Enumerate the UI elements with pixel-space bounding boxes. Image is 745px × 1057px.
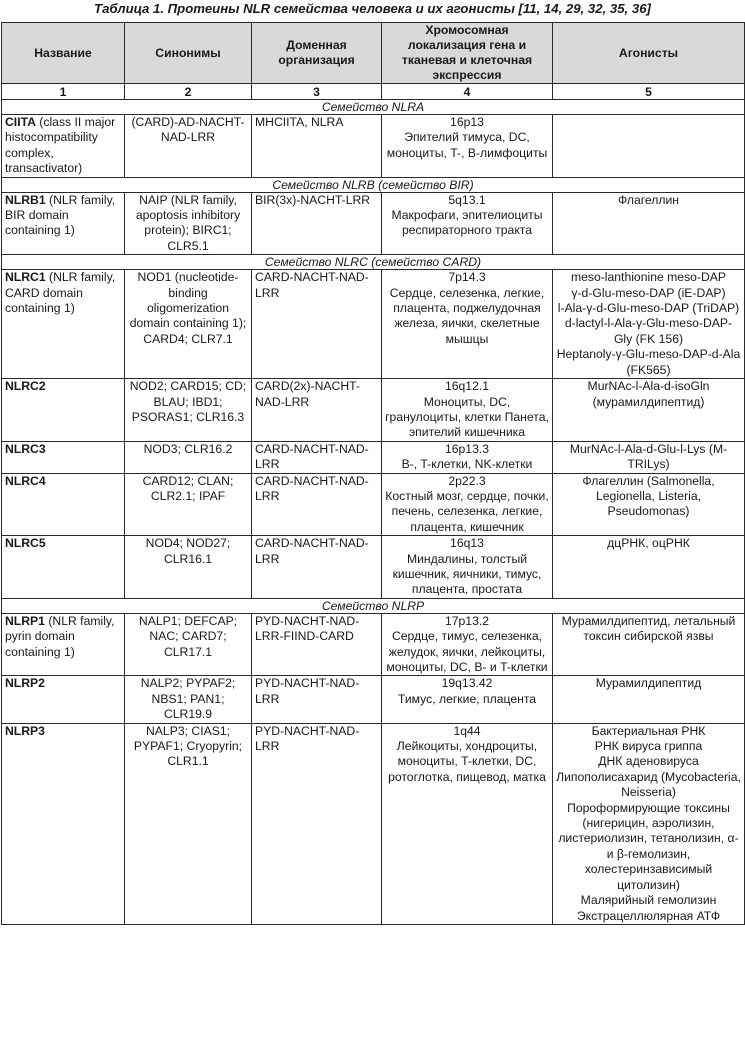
agonist-item: MurNAc-l-Ala-d-isoGln (мурамилдипептид) [587,379,710,409]
table-row [2,723,745,924]
agonist-item: Бактериальная РНК [591,723,706,738]
agonist-item: Мурамилдипептид [595,676,702,691]
expression-text: Эпителий тимуса, DC, моноциты, T-, B-лимфоциты [386,130,548,160]
protein-name: NLRC1 [5,270,46,285]
column-number: 1 [2,84,125,100]
agonist-item: γ-d-Glu-meso-DAP (iE-DAP) [571,285,726,300]
header-localization: Хромосомная локализация гена и тканевая и клеточная экспрессия [382,23,553,84]
agonist-item: Малярийный гемолизин [580,893,717,908]
protein-name: CIITA [5,115,36,129]
domain-cell: CARD(2x)-NACHT-NAD-LRR [252,379,382,442]
synonyms-cell: NALP3; CIAS1; PYPAF1; Cryopyrin; CLR1.1 [125,723,252,924]
agonists-cell [553,613,745,676]
protein-full-name: (class II major histocompatibility complex, transactivator) [5,115,116,176]
protein-name-cell [2,379,125,442]
family-title: Семейство NLRA [2,100,745,115]
protein-name-cell [2,536,125,599]
agonist-item: дцРНК, оцРНК [607,536,690,551]
localization-cell [382,379,553,442]
synonyms-cell: NALP2; PYPAF2; NBS1; PAN1; CLR19.9 [125,676,252,723]
expression-text: Моноциты, DC, гранулоциты, клетки Панета, эпителий кишечника [385,394,549,440]
column-number: 4 [382,84,553,100]
agonist-item: РНК вируса гриппа [594,739,703,754]
domain-cell: PYD-NACHT-NAD-LRR-FIIND-CARD [252,613,382,676]
table-caption: Таблица 1. Протеины NLR семейства человека и их агонисты [11, 14, 29, 32, 35, 36] [94,1,651,16]
expression-text: Сердце, селезенка, легкие, плацента, поджелудочная железа, яички, скелетные мышцы [389,285,545,346]
localization-cell [382,613,553,676]
agonist-item: l-Ala-γ-d-Glu-meso-DAP (TriDAP) [557,301,740,316]
synonyms-cell: NOD4; NOD27; CLR16.1 [125,536,252,599]
agonists-cell [553,441,745,473]
protein-name-cell [2,270,125,379]
agonist-item: Флагеллин (Salmonella, Legionella, Listeria, Pseudomonas) [582,473,715,519]
domain-cell: MHCIITA, NLRA [252,115,382,178]
expression-text: Макрофаги, эпителиоциты респираторного тракта [391,208,543,238]
column-number: 2 [125,84,252,100]
nlr-proteins-table [1,22,745,925]
family-row [2,598,745,613]
agonist-item: MurNAc-l-Ala-d-Glu-l-Lys (M-TRILys) [569,441,728,472]
protein-name-cell [2,723,125,924]
table-body [2,100,745,925]
header-domain: Доменная организация [252,23,382,84]
protein-full-name: (NLR family, pyrin domain containing 1) [5,613,115,659]
protein-name-cell [2,676,125,723]
table-row [2,192,745,255]
protein-full-name: (NLR family, BIR domain containing 1) [5,192,116,238]
table-header [2,23,745,100]
agonist-item: d-lactyl-l-Ala-γ-Glu-meso-DAP-Gly (FK 156) [564,316,733,346]
protein-name-cell [2,115,125,178]
agonists-cell [553,536,745,599]
agonist-item: meso-lanthionine meso-DAP [570,270,727,285]
gene-locus: 7p14.3 [448,270,486,285]
gene-locus: 16p13.3 [444,441,490,456]
header-row [2,23,745,84]
gene-locus: 16q12.1 [444,379,490,394]
agonist-item: Пороформирующие токсины (нигерицин, аэролизин, листериолизин, тетанолизин, α- и β-гемолизин, холестеринзависимый цитолизин) [558,800,739,892]
protein-name-cell [2,192,125,255]
expression-text: Сердце, тимус, селезенка, желудок, яички, лейкоциты, моноциты, DC, B- и T-клетки [386,629,548,674]
agonist-item: Флагеллин [617,192,680,207]
protein-name: NLRP3 [5,723,45,738]
agonists-cell [553,270,745,379]
family-row [2,100,745,115]
domain-cell: CARD-NACHT-NAD-LRR [252,473,382,536]
expression-text: Тимус, легкие, плацента [397,691,537,706]
agonists-cell [553,723,745,924]
gene-locus: 16q13 [450,536,484,551]
table-row [2,270,745,379]
domain-cell: PYD-NACHT-NAD-LRR [252,723,382,924]
expression-text: B-, T-клетки, NK-клетки [401,457,533,472]
family-row [2,255,745,270]
agonists-cell [553,473,745,536]
gene-locus: 19q13.42 [441,676,493,691]
localization-cell [382,270,553,379]
gene-locus: 17p13.2 [444,613,490,628]
localization-cell [382,441,553,473]
table-row [2,473,745,536]
agonists-cell [553,379,745,442]
agonist-item: Липополисахарид (Mycobacteria, Neisseria) [556,769,741,800]
protein-full-name: (NLR family, CARD domain containing 1) [5,270,116,316]
localization-cell [382,676,553,723]
expression-text: Лейкоциты, хондроциты, моноциты, T-клетки, DC, ротоглотка, пищевод, матка [388,739,546,784]
agonist-item: ДНК аденовируса [598,754,699,769]
synonyms-cell: NOD2; CARD15; CD; BLAU; IBD1; PSORAS1; CLR16.3 [125,379,252,442]
expression-text: Миндалины, толстый кишечник, яичники, тимус, плацента, простата [392,551,542,597]
synonyms-cell: NOD1 (nucleotide-binding oligomerization domain containing 1); CARD4; CLR7.1 [125,270,252,379]
table-row [2,115,745,178]
domain-cell: BIR(3x)-NACHT-LRR [252,192,382,255]
gene-locus: 2p22.3 [448,473,486,488]
localization-cell [382,473,553,536]
family-title: Семейство NLRP [2,598,745,613]
protein-name: NLRB1 [5,192,46,207]
protein-name: NLRC2 [5,379,46,394]
synonyms-cell: NOD3; CLR16.2 [125,441,252,473]
agonist-item: Мурамилдипептид, летальный токсин сибирской язвы [561,613,736,644]
localization-cell [382,115,553,178]
domain-cell: CARD-NACHT-NAD-LRR [252,536,382,599]
protein-name: NLRP2 [5,676,45,691]
header-name: Название [2,23,125,84]
localization-cell [382,192,553,255]
synonyms-cell: NALP1; DEFCAP; NAC; CARD7; CLR17.1 [125,613,252,676]
protein-name: NLRC5 [5,536,46,551]
column-number: 5 [553,84,745,100]
protein-name: NLRP1 [5,613,45,628]
table-row [2,379,745,442]
agonist-item: Экстрацеллюлярная АТФ [576,908,721,923]
protein-name: NLRC3 [5,441,46,456]
synonyms-cell: CARD12; CLAN; CLR2.1; IPAF [125,473,252,536]
synonyms-cell: (CARD)-AD-NACHT-NAD-LRR [125,115,252,178]
agonists-cell [553,115,745,178]
synonyms-cell: NAIP (NLR family, apoptosis inhibitory protein); BIRC1; CLR5.1 [125,192,252,255]
protein-name-cell [2,473,125,536]
table-row [2,613,745,676]
protein-name-cell [2,441,125,473]
header-agonists: Агонисты [553,23,745,84]
localization-cell [382,723,553,924]
domain-cell: CARD-NACHT-NAD-LRR [252,270,382,379]
family-row [2,177,745,192]
expression-text: Костный мозг, сердце, почки, печень, селезенка, легкие, плацента, кишечник [385,488,549,534]
domain-cell: PYD-NACHT-NAD-LRR [252,676,382,723]
agonist-item: Heptanoly-γ-Glu-meso-DAP-d-Ala (FK565) [556,347,741,377]
family-title: Семейство NLRC (семейство CARD) [2,255,745,270]
protein-name: NLRC4 [5,473,46,488]
column-number: 3 [252,84,382,100]
localization-cell [382,536,553,599]
agonists-cell [553,676,745,723]
protein-name-cell [2,613,125,676]
table-row [2,676,745,723]
table-row [2,441,745,473]
family-title: Семейство NLRB (семейство BIR) [2,177,745,192]
column-number-row [2,84,745,100]
agonists-cell [553,192,745,255]
table-row [2,536,745,599]
gene-locus: 5q13.1 [448,192,486,207]
header-synonyms: Синонимы [125,23,252,84]
gene-locus: 16p13 [450,115,484,129]
domain-cell: CARD-NACHT-NAD-LRR [252,441,382,473]
gene-locus: 1q44 [453,723,481,738]
